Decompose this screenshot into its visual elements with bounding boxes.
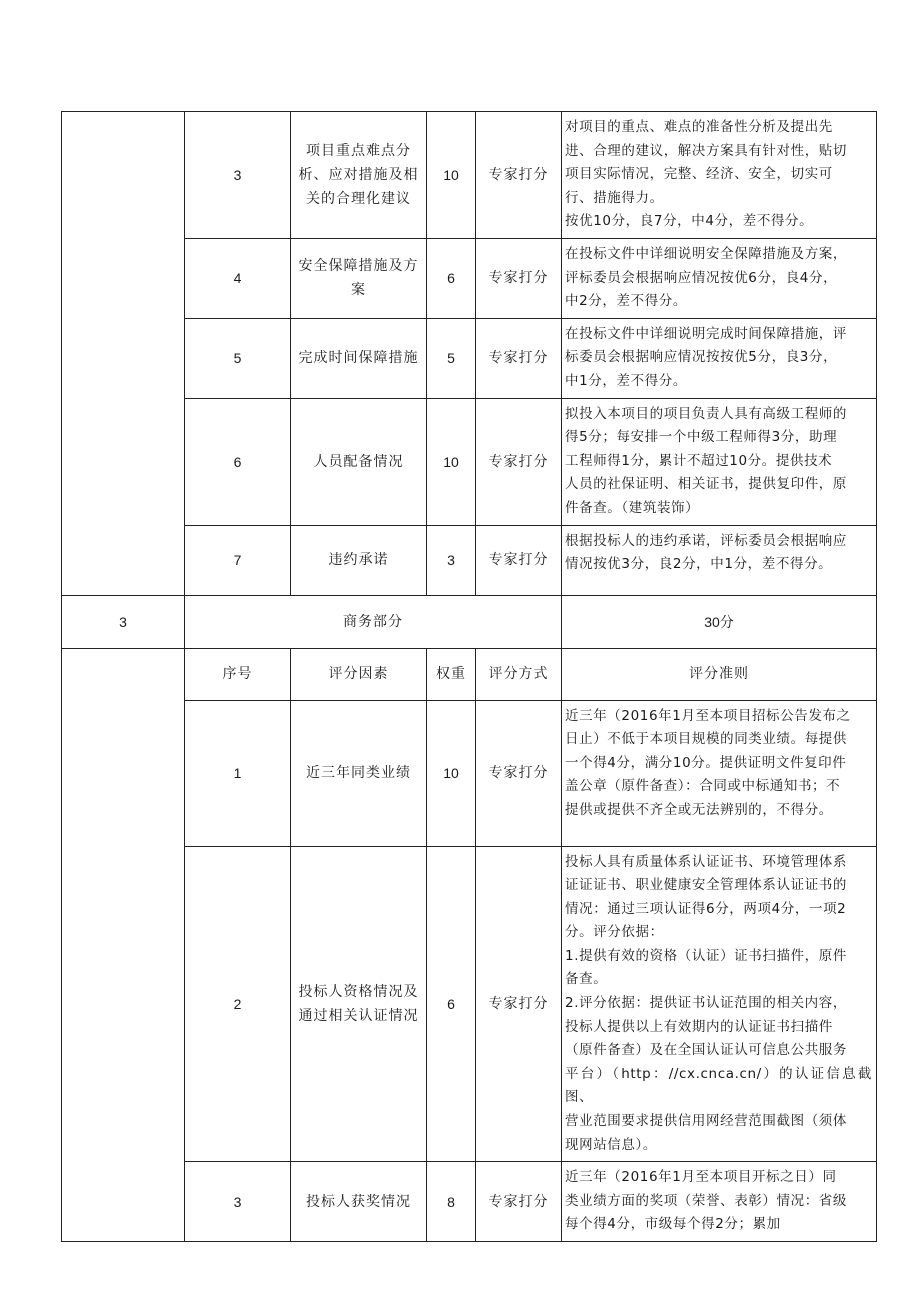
- section-row: [62, 595, 877, 648]
- criteria-line: 盖公章（原件备查）：合同或中标通知书；不: [565, 778, 841, 795]
- criteria-line: 1.提供有效的资格（认证）证书扫描件，原件: [565, 947, 847, 964]
- criteria-line: 每个得4分，市级每个得2分；累加: [565, 1216, 781, 1233]
- method-cell: 专家打分: [476, 398, 562, 525]
- criteria-line: 投标人具有质量体系认证证书、环境管理体系: [565, 853, 847, 870]
- criteria-line: 平台）（http：//cx.cnca.cn/）的认证信息截图、: [565, 1065, 872, 1106]
- table-row: [62, 525, 877, 595]
- header-method: 评分方式: [476, 648, 562, 700]
- header-factor: 评分因素: [291, 648, 427, 700]
- criteria-cell: [562, 525, 877, 595]
- criteria-line: 件备查。（建筑装饰）: [565, 499, 700, 516]
- criteria-line: 在投标文件中详细说明完成时间保障措施，评: [565, 325, 847, 342]
- seq-cell: 3: [185, 112, 291, 239]
- scoring-table: [61, 111, 877, 1242]
- criteria-line: 营业范围要求提供信用网经营范围截图（须体: [565, 1113, 847, 1130]
- method-cell: 专家打分: [476, 1162, 562, 1242]
- header-criteria: 评分准则: [562, 648, 877, 700]
- seq-cell: 1: [185, 700, 291, 846]
- method-cell: 专家打分: [476, 318, 562, 398]
- weight-cell: 10: [427, 700, 476, 846]
- table-row: [62, 398, 877, 525]
- section-score: 30分: [562, 595, 877, 648]
- criteria-cell: [562, 318, 877, 398]
- section-title: 商务部分: [185, 595, 562, 648]
- criteria-line: 根据投标人的违约承诺，评标委员会根据响应: [565, 532, 847, 549]
- seq-cell: 3: [185, 1162, 291, 1242]
- criteria-line: 投标人提供以上有效期内的认证证书扫描件: [565, 1018, 833, 1035]
- criteria-line: 现网站信息）。: [565, 1136, 657, 1153]
- criteria-line: 证证证书、职业健康安全管理体系认证证书的: [565, 877, 847, 894]
- criteria-line: 类业绩方面的奖项（荣誉、表彰）情况：省级: [565, 1192, 847, 1209]
- blank-group-cell: [62, 112, 185, 596]
- seq-cell: 7: [185, 525, 291, 595]
- criteria-line: 中2分，差不得分。: [565, 293, 687, 310]
- header-seq: 序号: [185, 648, 291, 700]
- criteria-line: 提供或提供不齐全或无法辨别的，不得分。: [565, 801, 833, 818]
- weight-cell: 6: [427, 846, 476, 1162]
- table-row: [62, 846, 877, 1162]
- criteria-cell: [562, 846, 877, 1162]
- table-row: [62, 238, 877, 318]
- section-seq: 3: [62, 595, 185, 648]
- factor-cell: 完成时间保障措施: [291, 318, 427, 398]
- criteria-line: 拟投入本项目的项目负责人具有高级工程师的: [565, 405, 847, 422]
- header-row: [62, 648, 877, 700]
- method-cell: 专家打分: [476, 112, 562, 239]
- method-cell: 专家打分: [476, 238, 562, 318]
- criteria-line: 备查。: [565, 971, 608, 988]
- criteria-line: 近三年（2016年1月至本项目开标之日）同: [565, 1169, 837, 1186]
- blank-group-cell: [62, 648, 185, 1242]
- criteria-line: 一个得4分，满分10分。提供证明文件复印件: [565, 754, 847, 771]
- seq-cell: 2: [185, 846, 291, 1162]
- factor-cell: 人员配备情况: [291, 398, 427, 525]
- factor-cell: 违约承诺: [291, 525, 427, 595]
- criteria-line: 日止）不低于本项目规模的同类业绩。每提供: [565, 731, 847, 748]
- criteria-line: 中1分，差不得分。: [565, 372, 687, 389]
- criteria-line: 按优10分，良7分，中4分，差不得分。: [565, 213, 814, 230]
- seq-cell: 5: [185, 318, 291, 398]
- criteria-line: 近三年（2016年1月至本项目招标公告发布之: [565, 707, 851, 724]
- factor-cell: 近三年同类业绩: [291, 700, 427, 846]
- seq-cell: 6: [185, 398, 291, 525]
- method-cell: 专家打分: [476, 525, 562, 595]
- criteria-line: 人员的社保证明、相关证书，提供复印件，原: [565, 476, 847, 493]
- weight-cell: 10: [427, 112, 476, 239]
- criteria-line: 情况：通过三项认证得6分，两项4分，一项2: [565, 900, 847, 917]
- weight-cell: 8: [427, 1162, 476, 1242]
- criteria-line: 情况按优3分，良2分，中1分，差不得分。: [565, 556, 833, 573]
- factor-cell: 安全保障措施及方案: [291, 238, 427, 318]
- weight-cell: 10: [427, 398, 476, 525]
- factor-cell: 投标人获奖情况: [291, 1162, 427, 1242]
- table-row: [62, 1162, 877, 1242]
- criteria-line: 对项目的重点、难点的准备性分析及提出先: [565, 119, 833, 135]
- criteria-line: 在投标文件中详细说明安全保障措施及方案，: [565, 245, 847, 262]
- criteria-line: 得5分；每安排一个中级工程师得3分，助理: [565, 429, 838, 446]
- criteria-line: 工程师得1分，累计不超过10分。提供技术: [565, 452, 833, 469]
- factor-cell: 投标人资格情况及通过相关认证情况: [291, 846, 427, 1162]
- criteria-line: 行、措施得力。: [565, 189, 664, 206]
- criteria-line: 项目实际情况，完整、经济、安全，切实可: [565, 166, 833, 183]
- method-cell: 专家打分: [476, 700, 562, 846]
- criteria-line: 标委员会根据响应情况按按优5分，良3分，: [565, 349, 838, 366]
- criteria-cell: [562, 700, 877, 846]
- header-weight: 权重: [427, 648, 476, 700]
- criteria-cell: [562, 1162, 877, 1242]
- method-cell: 专家打分: [476, 846, 562, 1162]
- criteria-cell: [562, 238, 877, 318]
- table-row: [62, 318, 877, 398]
- weight-cell: 5: [427, 318, 476, 398]
- table-row: [62, 112, 877, 239]
- factor-cell: 项目重点难点分析、应对措施及相关的合理化建议: [291, 112, 427, 239]
- criteria-line: 进、合理的建议，解决方案具有针对性，贴切: [565, 142, 847, 159]
- table-row: [62, 700, 877, 846]
- criteria-cell: [562, 112, 877, 239]
- weight-cell: 6: [427, 238, 476, 318]
- weight-cell: 3: [427, 525, 476, 595]
- criteria-line: 评标委员会根据响应情况按优6分，良4分，: [565, 269, 838, 286]
- criteria-line: 2.评分依据：提供证书认证范围的相关内容，: [565, 995, 847, 1012]
- criteria-cell: [562, 398, 877, 525]
- seq-cell: 4: [185, 238, 291, 318]
- criteria-line: （原件备查）及在全国认证认可信息公共服务: [565, 1042, 847, 1059]
- criteria-line: 分。评分依据：: [565, 924, 664, 941]
